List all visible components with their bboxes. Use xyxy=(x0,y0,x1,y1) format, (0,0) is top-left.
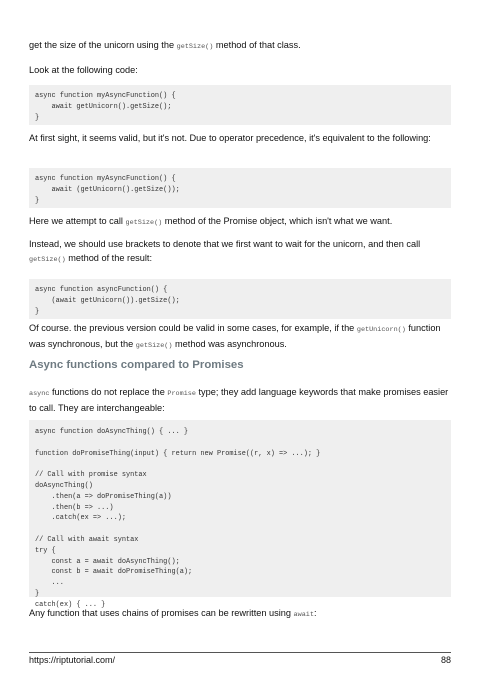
paragraph-getsize-intro: get the size of the unicorn using the getSize() method of that class. xyxy=(29,40,301,51)
code-block-1: async function myAsyncFunction() { await getUnicorn().getSize(); } xyxy=(29,85,451,125)
paragraph-of-course: Of course. the previous version could be valid in some cases, for example, if the getUnicorn() function was synchronous, but the getSize() method was asynchronous. xyxy=(29,323,441,350)
inline-code: await xyxy=(293,611,314,619)
inline-code: getSize() xyxy=(135,342,173,350)
paragraph-chains-rewritten: Any function that uses chains of promises can be rewritten using await: xyxy=(29,608,317,619)
code-block-3: async function asyncFunction() { (await getUnicorn()).getSize(); } xyxy=(29,279,451,319)
inline-code: getSize() xyxy=(176,43,214,51)
inline-code: async xyxy=(29,390,50,398)
inline-code: getSize() xyxy=(125,219,163,227)
inline-code: Promise xyxy=(167,390,196,398)
paragraph-look-code: Look at the following code: xyxy=(29,65,138,75)
paragraph-promise-object: Here we attempt to call getSize() method of the Promise object, which isn't what we want. xyxy=(29,216,393,227)
section-heading: Async functions compared to Promises xyxy=(29,359,244,371)
inline-code: getUnicorn() xyxy=(356,326,406,334)
page-number: 88 xyxy=(440,655,451,665)
paragraph-operator-precedence: At first sight, it seems valid, but it's not. Due to operator precedence, it's equivalent to the following: xyxy=(29,133,431,143)
code-block-4: async function doAsyncThing() { ... } function doPromiseThing(input) { return new Promise((r, x) => ...); } // Call with promise syntax doAsyncThing() .then(a => doPromiseThing(a)) .then(b => ...) .catch(ex => ...); // Call with await syntax try { const a = await doAsyncThing(); const b = await doPromiseThing(a); ... } catch(ex) { ... } xyxy=(29,420,451,597)
footer-divider xyxy=(29,652,451,653)
code-block-2: async function myAsyncFunction() { await (getUnicorn().getSize()); } xyxy=(29,168,451,208)
paragraph-use-brackets: Instead, we should use brackets to denote that we first want to wait for the unicorn, and then call getSize() method of the result: xyxy=(29,239,421,264)
paragraph-async-vs-promise: async functions do not replace the Promise type; they add language keywords that make promises easier to call. They are interchangeable: xyxy=(29,387,449,413)
footer-url: https://riptutorial.com/ xyxy=(29,655,116,665)
inline-code: getSize() xyxy=(29,256,66,264)
